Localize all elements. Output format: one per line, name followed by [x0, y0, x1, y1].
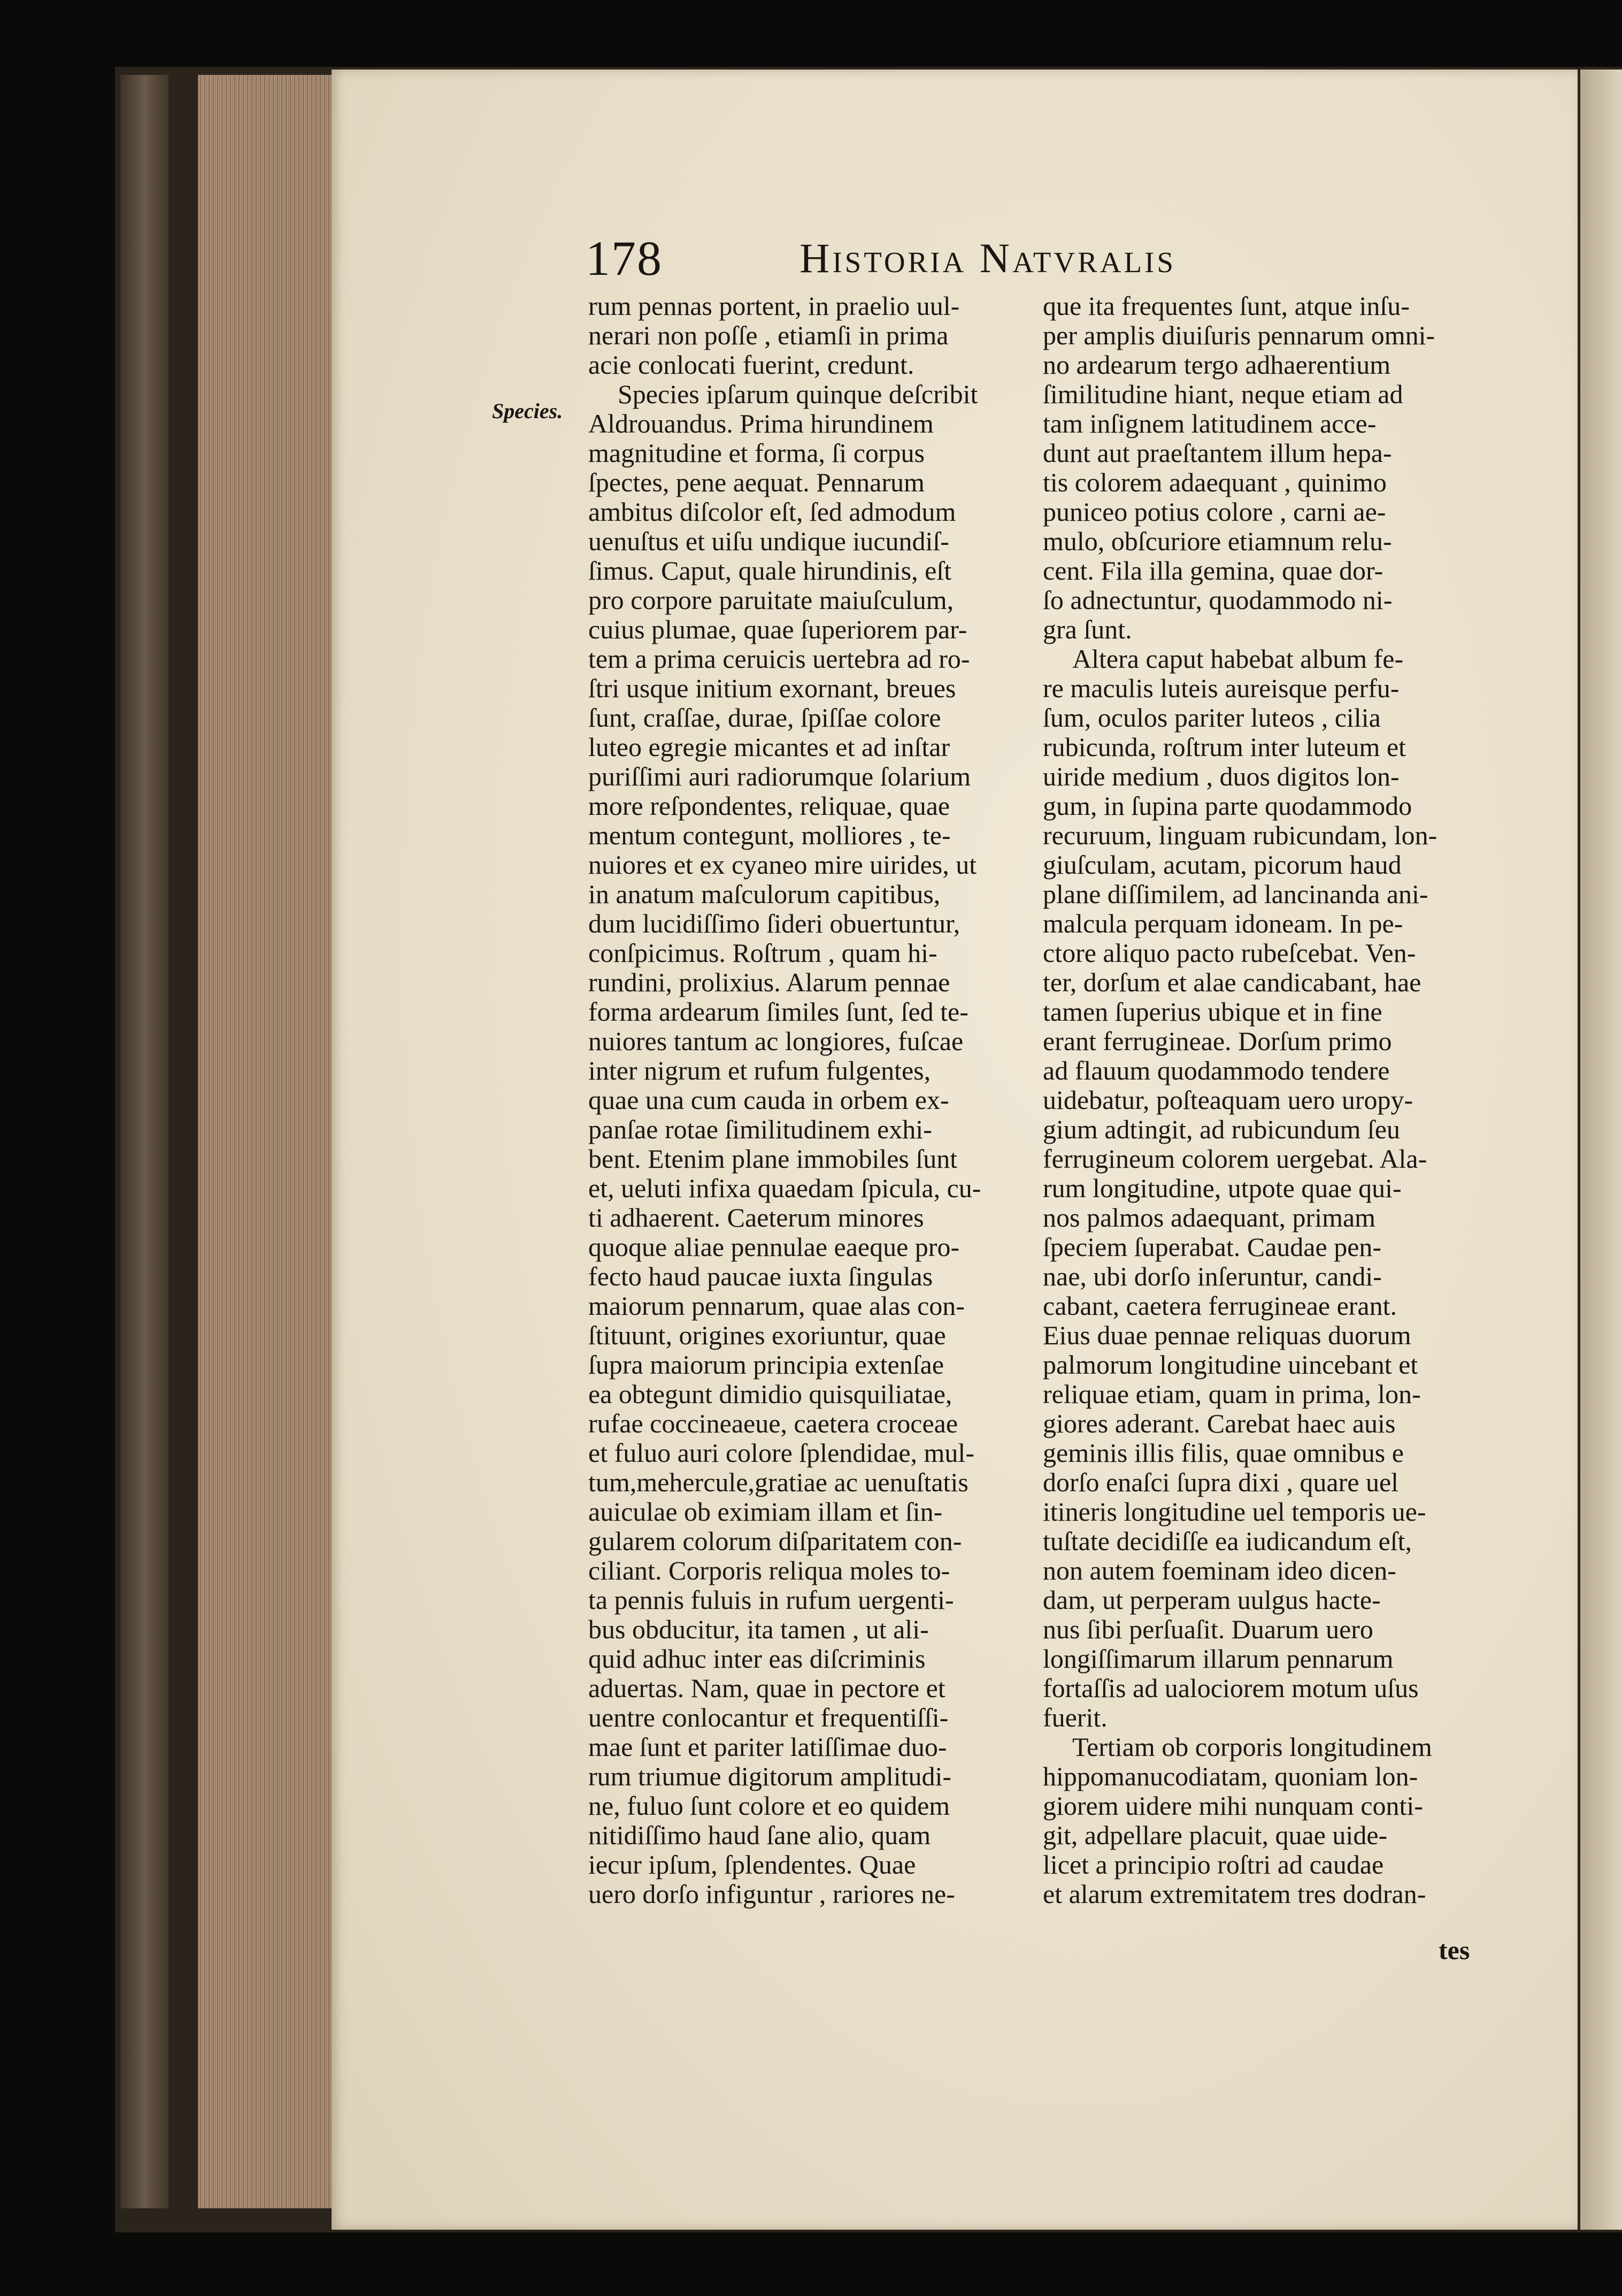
text-line: reliquae etiam, quam in prima, lon- [1043, 1379, 1421, 1409]
text-line: cent. Fila illa gemina, quae dor- [1043, 556, 1383, 585]
text-line: ter, dorſum et alae candicabant, hae [1043, 967, 1421, 997]
text-line: ſunt, craſſae, durae, ſpiſſae colore [588, 703, 941, 733]
text-line: mulo, obſcuriore etiamnum relu- [1043, 526, 1392, 556]
text-line: nos palmos adaequant, primam [1043, 1203, 1376, 1232]
text-line: ſtri usque initium exornant, breues [588, 673, 956, 703]
text-line: giuſculam, acutam, picorum haud [1043, 850, 1402, 880]
text-line: nuiores tantum ac longiores, fuſcae [588, 1026, 964, 1056]
text-line: rum longitudine, utpote quae qui- [1043, 1173, 1402, 1203]
text-line: in anatum maſculorum capitibus, [588, 879, 941, 909]
text-line: quae una cum cauda in orbem ex- [588, 1085, 949, 1115]
text-line: plane diſſimilem, ad lancinanda ani- [1043, 879, 1428, 909]
text-line: rufae coccineaeue, caetera croceae [588, 1408, 958, 1438]
text-line: dum lucidiſſimo ſideri obuertuntur, [588, 908, 960, 938]
text-line: dunt aut praeſtantem illum hepa- [1043, 438, 1392, 468]
margin-note: Species. [492, 399, 563, 423]
text-line: erant ferrugineae. Dorſum primo [1043, 1026, 1392, 1056]
text-line: forma ardearum ſimiles ſunt, ſed te- [588, 997, 968, 1027]
text-line: acie conlocati fuerint, credunt. [588, 350, 914, 380]
text-line: Species ipſarum quinque deſcribit [618, 379, 978, 409]
text-line: non autem foeminam ideo dicen- [1043, 1555, 1396, 1585]
text-line: pro corpore paruitate maiuſculum, [588, 585, 954, 615]
page-title: Historia Natvralis [800, 235, 1176, 281]
text-line: et, ueluti infixa quaedam ſpicula, cu- [588, 1173, 981, 1203]
text-line: mentum contegunt, molliores , te- [588, 820, 951, 850]
text-line: gum, in ſupina parte quodammodo [1043, 791, 1412, 821]
facing-page-edge [1580, 70, 1622, 2230]
text-line: tuſtate decidiſſe ea iudicandum eſt, [1043, 1526, 1412, 1556]
left-text-column [588, 291, 1029, 1909]
text-line: rundini, prolixius. Alarum pennae [588, 967, 950, 997]
text-line: uenuſtus et uiſu undique iucundiſ- [588, 526, 949, 556]
text-line: iecur ipſum, ſplendentes. Quae [588, 1850, 916, 1879]
text-line: per amplis diuiſuris pennarum omni- [1043, 320, 1435, 350]
text-line: bus obducitur, ita tamen , ut ali- [588, 1614, 929, 1644]
text-line: ambitus diſcolor eſt, ſed admodum [588, 497, 956, 527]
text-line: bent. Etenim plane immobiles ſunt [588, 1144, 958, 1174]
text-line: git, adpellare placuit, quae uide- [1043, 1820, 1388, 1850]
book-cover-edge [120, 75, 168, 2208]
text-line: nuiores et ex cyaneo mire uirides, ut [588, 850, 977, 880]
text-line: recuruum, linguam rubicundam, lon- [1043, 820, 1437, 850]
text-line: uentre conlocantur et frequentiſſi- [588, 1702, 949, 1732]
text-line: no ardearum tergo adhaerentium [1043, 350, 1391, 380]
text-line: giores aderant. Carebat haec auis [1043, 1408, 1396, 1438]
text-line: more reſpondentes, reliquae, quae [588, 791, 950, 821]
text-line: et alarum extremitatem tres dodran- [1043, 1879, 1426, 1909]
text-line: panſae rotae ſimilitudinem exhi- [588, 1114, 932, 1144]
catchword: tes [1439, 1935, 1470, 1965]
text-line: nus ſibi perſuaſit. Duarum uero [1043, 1614, 1373, 1644]
text-line: tam inſignem latitudinem acce- [1043, 409, 1377, 438]
running-head [586, 230, 1441, 286]
text-line: uiride medium , duos digitos lon- [1043, 761, 1400, 791]
text-line: rum triumue digitorum amplitudi- [588, 1761, 952, 1791]
right-text-column [1043, 291, 1484, 1909]
text-line: auiculae ob eximiam illam et ſin- [588, 1497, 943, 1527]
text-line: ea obtegunt dimidio quisquiliatae, [588, 1379, 952, 1409]
text-line: longiſſimarum illarum pennarum [1043, 1644, 1394, 1674]
text-line: nae, ubi dorſo inſeruntur, candi- [1043, 1261, 1382, 1291]
text-line: gium adtingit, ad rubicundum ſeu [1043, 1114, 1400, 1144]
text-line: nerari non poſſe , etiamſi in prima [588, 320, 949, 350]
page-fore-edges [198, 75, 338, 2208]
page-number: 178 [586, 231, 663, 286]
text-line: ſimus. Caput, quale hirundinis, eſt [588, 556, 952, 585]
text-line: palmorum longitudine uincebant et [1043, 1350, 1418, 1380]
text-line: ſpeciem ſuperabat. Caudae pen- [1043, 1232, 1382, 1262]
text-line: itineris longitudine uel temporis ue- [1043, 1497, 1426, 1527]
text-line: ſum, oculos pariter luteos , cilia [1043, 703, 1381, 733]
text-line: Eius duae pennae reliquas duorum [1043, 1320, 1411, 1350]
text-line: quoque aliae pennulae eaeque pro- [588, 1232, 960, 1262]
text-line: giorem uidere mihi nunquam conti- [1043, 1791, 1423, 1821]
text-line: geminis illis filis, quae omnibus e [1043, 1438, 1404, 1468]
text-line: quid adhuc inter eas diſcriminis [588, 1644, 926, 1674]
text-line: ſtituunt, origines exoriuntur, quae [588, 1320, 946, 1350]
text-line: nitidiſſimo haud ſane alio, quam [588, 1820, 931, 1850]
text-line: puriſſimi auri radiorumque ſolarium [588, 761, 971, 791]
text-line: ta pennis fuluis in rufum uergenti- [588, 1585, 954, 1615]
text-line: licet a principio roſtri ad caudae [1043, 1850, 1384, 1879]
text-line: ſo adnectuntur, quodammodo ni- [1043, 585, 1393, 615]
text-line: ti adhaerent. Caeterum minores [588, 1203, 924, 1232]
text-line: ferrugineum colorem uergebat. Ala- [1043, 1144, 1427, 1174]
text-line: tum,mehercule,gratiae ac uenuſtatis [588, 1467, 968, 1497]
text-line: inter nigrum et rufum fulgentes, [588, 1055, 931, 1085]
text-line: re maculis luteis aureisque perfu- [1043, 673, 1400, 703]
text-line: ſpectes, pene aequat. Pennarum [588, 467, 925, 497]
text-line: malcula perquam idoneam. In pe- [1043, 908, 1403, 938]
text-line: luteo egregie micantes et ad inſtar [588, 732, 950, 762]
text-line: dam, ut perperam uulgus hacte- [1043, 1585, 1381, 1615]
text-line: fecto haud paucae iuxta ſingulas [588, 1261, 933, 1291]
text-line: puniceo potius colore , carni ae- [1043, 497, 1386, 527]
text-line: Aldrouandus. Prima hirundinem [588, 409, 934, 438]
text-line: fortaſſis ad ualociorem motum uſus [1043, 1673, 1419, 1703]
text-line: rubicunda, roſtrum inter luteum et [1043, 732, 1406, 762]
text-line: conſpicimus. Roſtrum , quam hi- [588, 938, 937, 968]
text-line: gularem colorum diſparitatem con- [588, 1526, 962, 1556]
text-line: tem a prima ceruicis uertebra ad ro- [588, 644, 970, 674]
text-line: Tertiam ob corporis longitudinem [1072, 1732, 1432, 1762]
text-line: et fuluo auri colore ſplendidae, mul- [588, 1438, 974, 1468]
text-line: ne, fuluo ſunt colore et eo quidem [588, 1791, 950, 1821]
text-line: tamen ſuperius ubique et in fine [1043, 997, 1382, 1027]
text-line: magnitudine et forma, ſi corpus [588, 438, 925, 468]
text-line: gra ſunt. [1043, 614, 1132, 644]
text-line: ctore aliquo pacto rubeſcebat. Ven- [1043, 938, 1416, 968]
text-line: hippomanucodiatam, quoniam lon- [1043, 1761, 1418, 1791]
text-line: ad flauum quodammodo tendere [1043, 1055, 1390, 1085]
text-line: fuerit. [1043, 1702, 1108, 1732]
text-line: aduertas. Nam, quae in pectore et [588, 1673, 945, 1703]
text-line: mae ſunt et pariter latiſſimae duo- [588, 1732, 947, 1762]
text-line: uero dorſo infiguntur , rariores ne- [588, 1879, 955, 1909]
text-line: maiorum pennarum, quae alas con- [588, 1291, 965, 1321]
text-line: rum pennas portent, in praelio uul- [588, 291, 960, 321]
text-line: cuius plumae, quae ſuperiorem par- [588, 614, 967, 644]
text-line: ſupra maiorum principia extenſae [588, 1350, 944, 1380]
text-line: cabant, caetera ferrugineae erant. [1043, 1291, 1397, 1321]
text-line: dorſo enaſci ſupra dixi , quare uel [1043, 1467, 1399, 1497]
text-line: Altera caput habebat album fe- [1072, 644, 1404, 674]
text-line: tis colorem adaequant , quinimo [1043, 467, 1387, 497]
text-line: que ita frequentes ſunt, atque inſu- [1043, 291, 1410, 321]
text-line: ciliant. Corporis reliqua moles to- [588, 1555, 950, 1585]
text-line: ſimilitudine hiant, neque etiam ad [1043, 379, 1403, 409]
text-line: uidebatur, poſteaquam uero uropy- [1043, 1085, 1413, 1115]
